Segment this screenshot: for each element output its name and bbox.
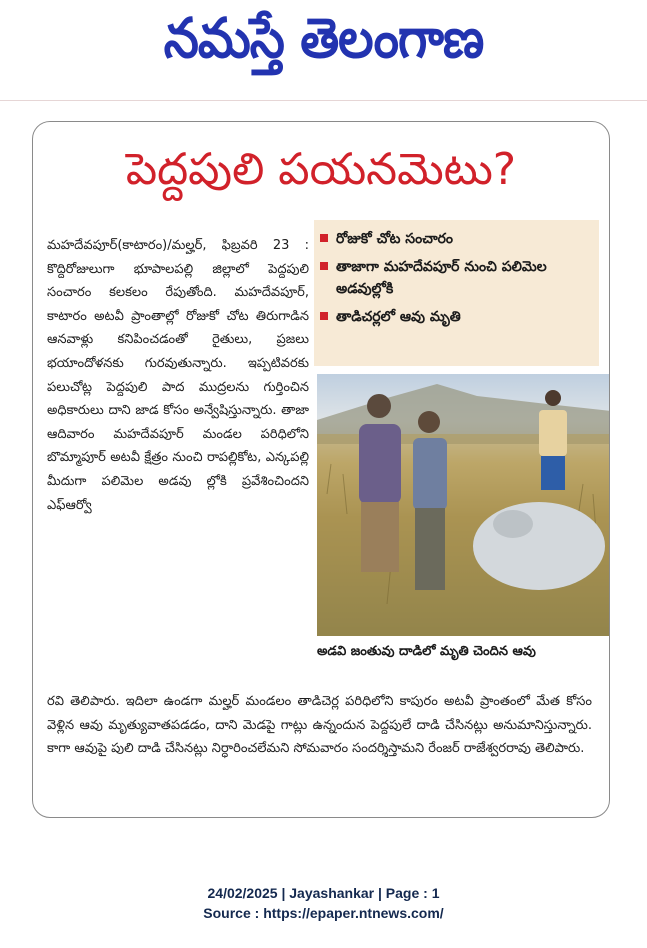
article-headline: పెద్దపులి పయనమెటు? <box>125 144 517 195</box>
field-scene-illustration <box>317 374 610 636</box>
highlight-text: రోజుకో చోట సంచారం <box>336 231 454 247</box>
highlights-box <box>314 220 599 366</box>
footer-source-link[interactable]: Source : https://epaper.ntnews.com/ <box>203 905 444 921</box>
article-body-full-width: రవి తెలిపారు. ఇదిలా ఉండగా మల్హర్ మండలం తాడిచెర్ల పరిధిలోని కాపురం అటవీ ప్రాంతంలో మేత కోసం వెళ్లిన ఆవు మృత్యువాతపడడం, దాని మెడపై గాట్లు ఉన్నందున పెద్దపులే దాడి చేసినట్లు అనుమానిస్తున్నారు. కాగా ఆవుపై పులి దాడి చేసినట్లు నిర్ధారించలేమని సోమవారం సందర్శిస్తామని రేంజర్ రాజేశ్వరరావు తెలిపారు. <box>47 694 592 757</box>
square-bullet-icon <box>320 234 328 242</box>
masthead <box>0 0 647 90</box>
highlight-text: తాజాగా మహదేవపూర్ నుంచి పలిమెల అడవుల్లోకి <box>336 259 547 297</box>
article-body-column: మహదేవపూర్(కాటారం)/మల్హర్, ఫిబ్రవరి 23 : కొద్దిరోజులుగా భూపాలపల్లి జిల్లాలో పెద్దపులి సంచారం కలకలం రేపుతోంది. మహదేవపూర్, కాటారం అటవీ ప్రాంతాల్లో రోజుకో చోట తిరుగాడిన ఆనవాళ్లు కనిపించడంతో రైతులు, ప్రజలు భయాందోళనకు గురవుతున్నారు. ఇప్పటివరకు పలుచోట్ల పెద్దపులి పాద ముద్రలను గుర్తించిన అధికారులు దాని జాడ కోసం అన్వేషిస్తున్నారు. తాజా ఆదివారం మహదేవపూర్ మండల పరిధిలోని బొమ్మాపూర్ అటవీ క్షేత్రం నుంచి రాపల్లికోట, ఎన్కపల్లి మీదుగా పలిమెల అడవు ల్లోకి ప్రవేశించిందని ఎఫ్ఆర్వో <box>47 238 309 513</box>
masthead-divider <box>0 100 647 101</box>
highlight-item <box>320 306 591 328</box>
square-bullet-icon <box>320 312 328 320</box>
square-bullet-icon <box>320 262 328 270</box>
footer-date-edition: 24/02/2025 | Jayashankar | Page : 1 <box>207 885 440 901</box>
photo-caption: అడవి జంతువు దాడిలో మృతి చెందిన ఆవు <box>317 644 536 659</box>
page-footer <box>0 883 647 923</box>
article-clipping <box>32 121 610 818</box>
newspaper-logo: నమస్తే తెలంగాణ <box>163 5 484 70</box>
highlight-text: తాడిచర్లలో ఆవు మృతి <box>336 309 461 325</box>
article-photo <box>317 374 610 636</box>
highlight-item <box>320 228 591 250</box>
highlight-item <box>320 256 591 300</box>
